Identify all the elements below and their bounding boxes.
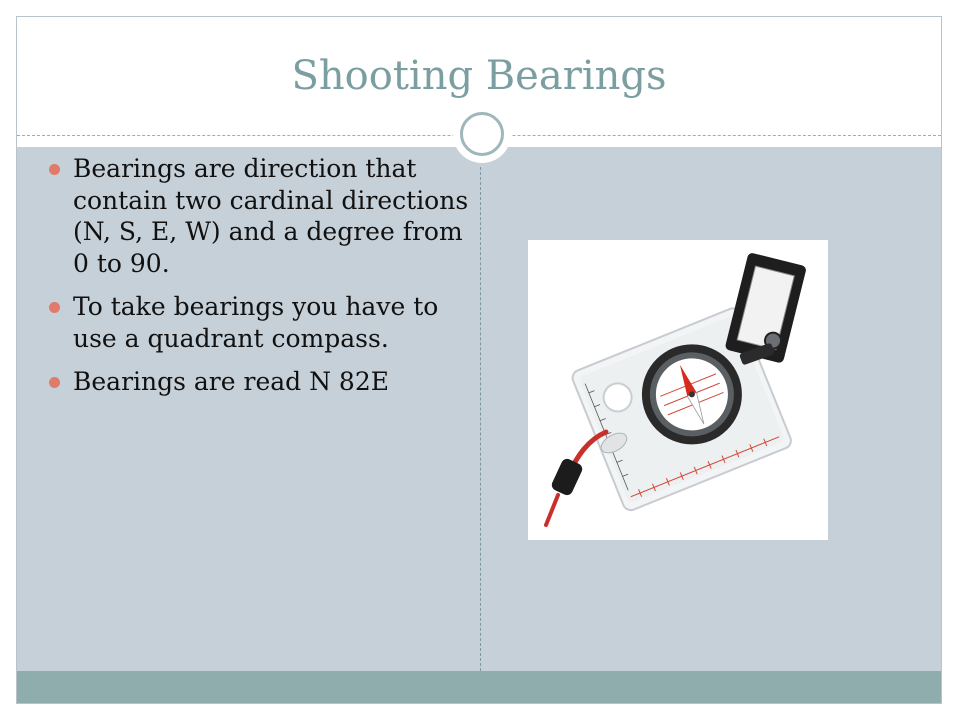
bullet-list bbox=[49, 153, 469, 410]
bullet-item bbox=[49, 291, 469, 354]
bullet-dot-icon bbox=[49, 302, 60, 313]
slide-frame bbox=[16, 16, 942, 704]
bullet-dot-icon bbox=[49, 377, 60, 388]
bullet-text: To take bearings you have to use a quadrant compass. bbox=[73, 292, 439, 353]
slide-title: Shooting Bearings bbox=[291, 53, 667, 99]
decorative-ring-icon bbox=[460, 112, 504, 156]
compass-image bbox=[528, 240, 828, 540]
footer-bar bbox=[17, 671, 941, 703]
compass-icon bbox=[528, 240, 828, 540]
bullet-dot-icon bbox=[49, 164, 60, 175]
bullet-text: Bearings are read N 82E bbox=[73, 367, 389, 396]
column-divider bbox=[480, 167, 481, 671]
bullet-text: Bearings are direction that contain two cardinal directions (N, S, E, W) and a degree from 0 to 90. bbox=[73, 154, 469, 278]
bullet-item bbox=[49, 153, 469, 279]
bullet-item bbox=[49, 366, 469, 398]
